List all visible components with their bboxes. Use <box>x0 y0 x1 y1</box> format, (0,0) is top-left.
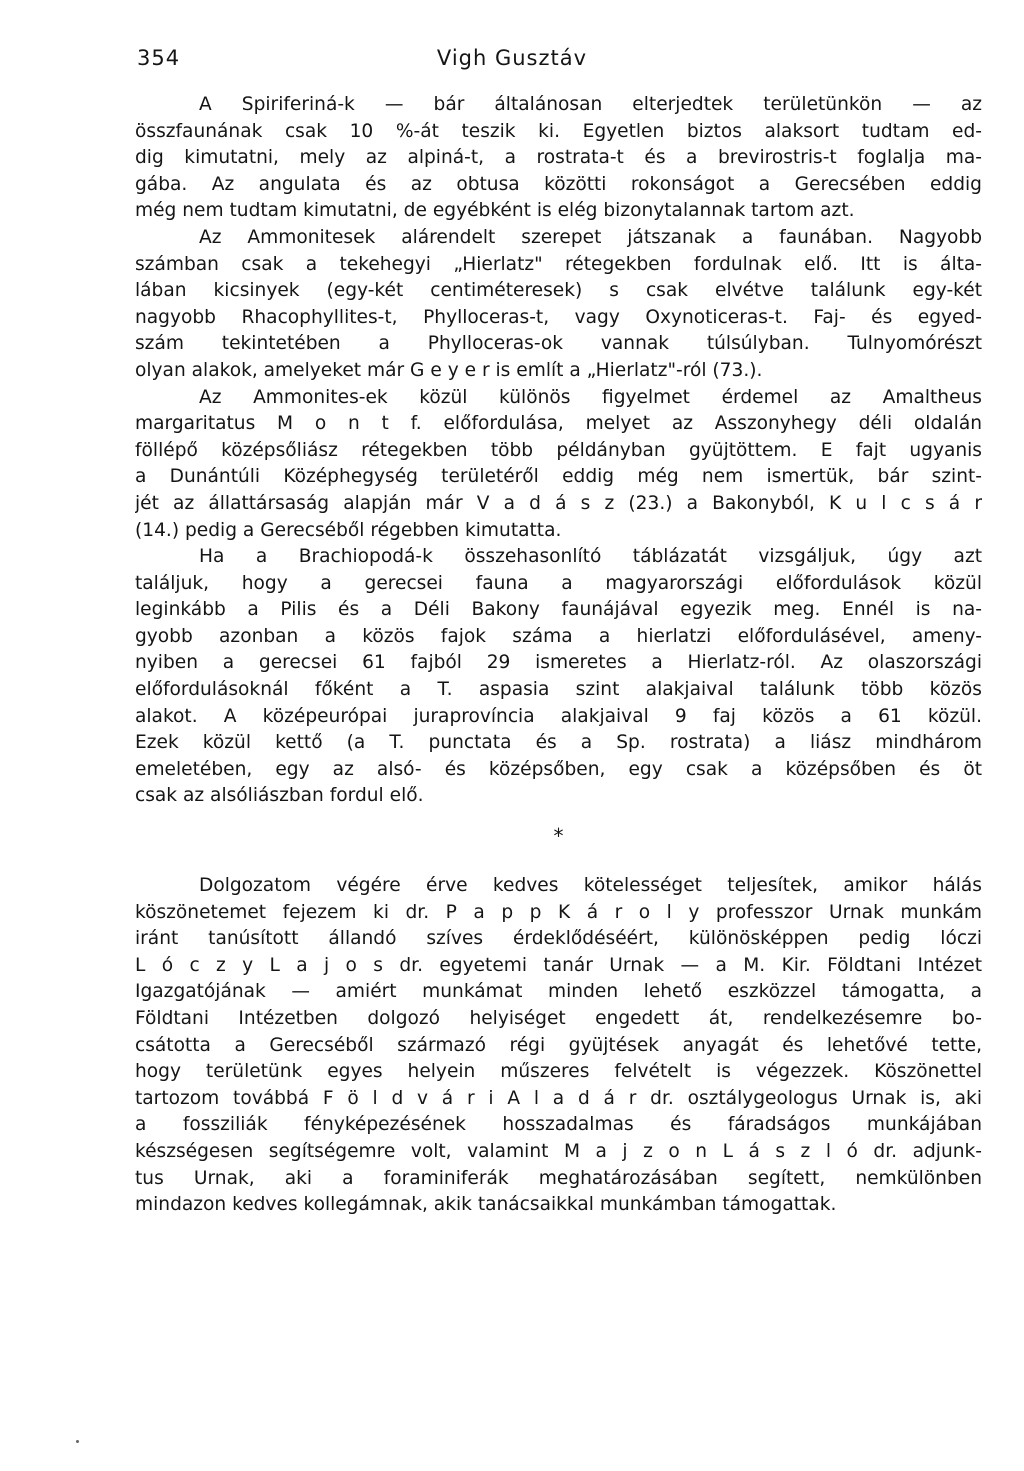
text-line: (14.) pedig a Gerecséből régebben kimutatta. <box>135 519 562 541</box>
text-line: tartozom továbbá F ö l d v á r i A l a d á r dr. osztálygeologus Urnak is, aki <box>135 1087 982 1109</box>
running-head-author: Vigh Gusztáv <box>436 46 588 70</box>
text-line: még nem tudtam kimutatni, de egyébként is elég bizonytalannak tartom azt. <box>135 200 855 222</box>
text-line: gyobb azonban a közös fajok száma a hierlatzi előfordulásével, ameny- <box>135 625 982 647</box>
text-line: köszönetemet fejezem ki dr. P a p p K á r o l y professzor Urnak munkám <box>135 901 982 923</box>
text-line: Igazgatójának — amiért munkámat minden lehető eszközzel támogatta, a <box>135 981 982 1003</box>
text-line: csak az alsóliászban fordul elő. <box>135 785 424 807</box>
paragraph <box>135 385 982 545</box>
text-line: gába. Az angulata és az obtusa közötti rokonságot a Gerecsében eddig <box>135 173 982 195</box>
text-line: tus Urnak, aki a foraminiferák meghatározásában segített, nemkülönben <box>135 1167 982 1189</box>
text-line: nyiben a gerecsei 61 fajból 29 ismeretes a Hierlatz-ról. Az olaszországi <box>135 652 982 674</box>
text-line: L ó c z y L a j o s dr. egyetemi tanár Urnak — a M. Kir. Földtani Intézet <box>135 954 982 976</box>
text-line: margaritatus M o n t f. előfordulása, melyet az Asszonyhegy déli oldalán <box>135 413 982 435</box>
text-line: Az Ammonitesek alárendelt szerepet játszanak a faunában. Nagyobb <box>199 226 982 248</box>
text-line: iránt tanúsított állandó szíves érdeklődéséért, különösképpen pedig lóczi <box>135 928 982 950</box>
text-line: nagyobb Rhacophyllites-t, Phylloceras-t, vagy Oxynoticeras-t. Faj- és egyed- <box>135 306 982 328</box>
paragraph <box>135 873 982 1219</box>
text-line: emeletében, egy az alsó- és középsőben, egy csak a középsőben és öt <box>135 758 982 780</box>
text-line: alakot. A középeurópai juraprovíncia alakjaival 9 faj közös a 61 közül. <box>135 705 982 727</box>
page-number: 354 <box>137 46 181 70</box>
section-separator <box>135 810 982 873</box>
paragraph <box>135 92 982 225</box>
text-line: a fossziliák fényképezésének hosszadalmas és fáradságos munkájában <box>135 1114 982 1136</box>
text-line: a Dunántúli Középhegység területéről eddig még nem ismertük, bár szint- <box>135 466 982 488</box>
text-line: leginkább a Pilis és a Déli Bakony faunájával egyezik meg. Ennél is na- <box>135 599 982 621</box>
text-line: jét az állattársaság alapján már V a d á s z (23.) a Bakonyból, K u l c s á r <box>135 492 982 514</box>
asterisk-separator: * <box>553 824 564 849</box>
text-line: hogy területünk egyes helyein műszeres felvételt is végezzek. Köszönettel <box>135 1061 982 1083</box>
acknowledgement-paragraph <box>135 873 982 1219</box>
text-line: olyan alakok, amelyeket már G e y e r is említ a „Hierlatz"-ról (73.). <box>135 359 763 381</box>
text-line: Ezek közül kettő (a T. punctata és a Sp. rostrata) a liász mindhárom <box>135 732 982 754</box>
running-header <box>0 42 1024 82</box>
text-line: föllépő középsőliász rétegekben több példányban gyüjtöttem. E fajt ugyanis <box>135 439 982 461</box>
text-line: számban csak a tekehegyi „Hierlatz" rétegekben fordulnak elő. Itt is álta- <box>135 253 982 275</box>
text-line: előfordulásoknál főként a T. aspasia szint alakjaival találunk több közös <box>135 679 982 701</box>
text-line: csátotta a Gerecséből származó régi gyüjtések anyagát és lehetővé tette, <box>135 1034 982 1056</box>
text-line: összfaunának csak 10 %-át teszik ki. Egyetlen biztos alaksort tudtam ed- <box>135 120 982 142</box>
text-line: szám tekintetében a Phylloceras-ok vannak túlsúlyban. Tulnyomórészt <box>135 333 982 355</box>
text-line: Földtani Intézetben dolgozó helyiséget engedett át, rendelkezésemre bo- <box>135 1008 982 1029</box>
text-line: Az Ammonites-ek közül különös figyelmet érdemel az Amaltheus <box>199 386 982 408</box>
text-line: lában kicsinyek (egy-két centiméteresek) s csak elvétve találunk egy-két <box>135 280 982 302</box>
text-line: A Spiriferiná-k — bár általánosan elterjedtek területünkön — az <box>199 94 982 115</box>
paragraphs <box>135 92 982 810</box>
text-line: találjuk, hogy a gerecsei fauna a magyarországi előfordulások közül <box>135 572 982 594</box>
text-line: Ha a Brachiopodá-k összehasonlító táblázatát vizsgáljuk, úgy azt <box>199 546 982 568</box>
text-line: dig kimutatni, mely az alpiná-t, a rostrata-t és a brevirostris-t foglalja ma- <box>135 147 982 169</box>
paragraph <box>135 225 982 385</box>
text-line: mindazon kedves kollegámnak, akik tanácsaikkal munkámban támogattak. <box>135 1194 837 1216</box>
text-line: Dolgozatom végére érve kedves kötelességet teljesítek, amikor hálás <box>199 875 982 897</box>
stray-mark <box>76 1440 79 1443</box>
body-text <box>135 92 982 1219</box>
text-line: készségesen segítségemre volt, valamint M a j z o n L á s z l ó dr. adjunk- <box>135 1140 982 1162</box>
paragraph <box>135 544 982 810</box>
